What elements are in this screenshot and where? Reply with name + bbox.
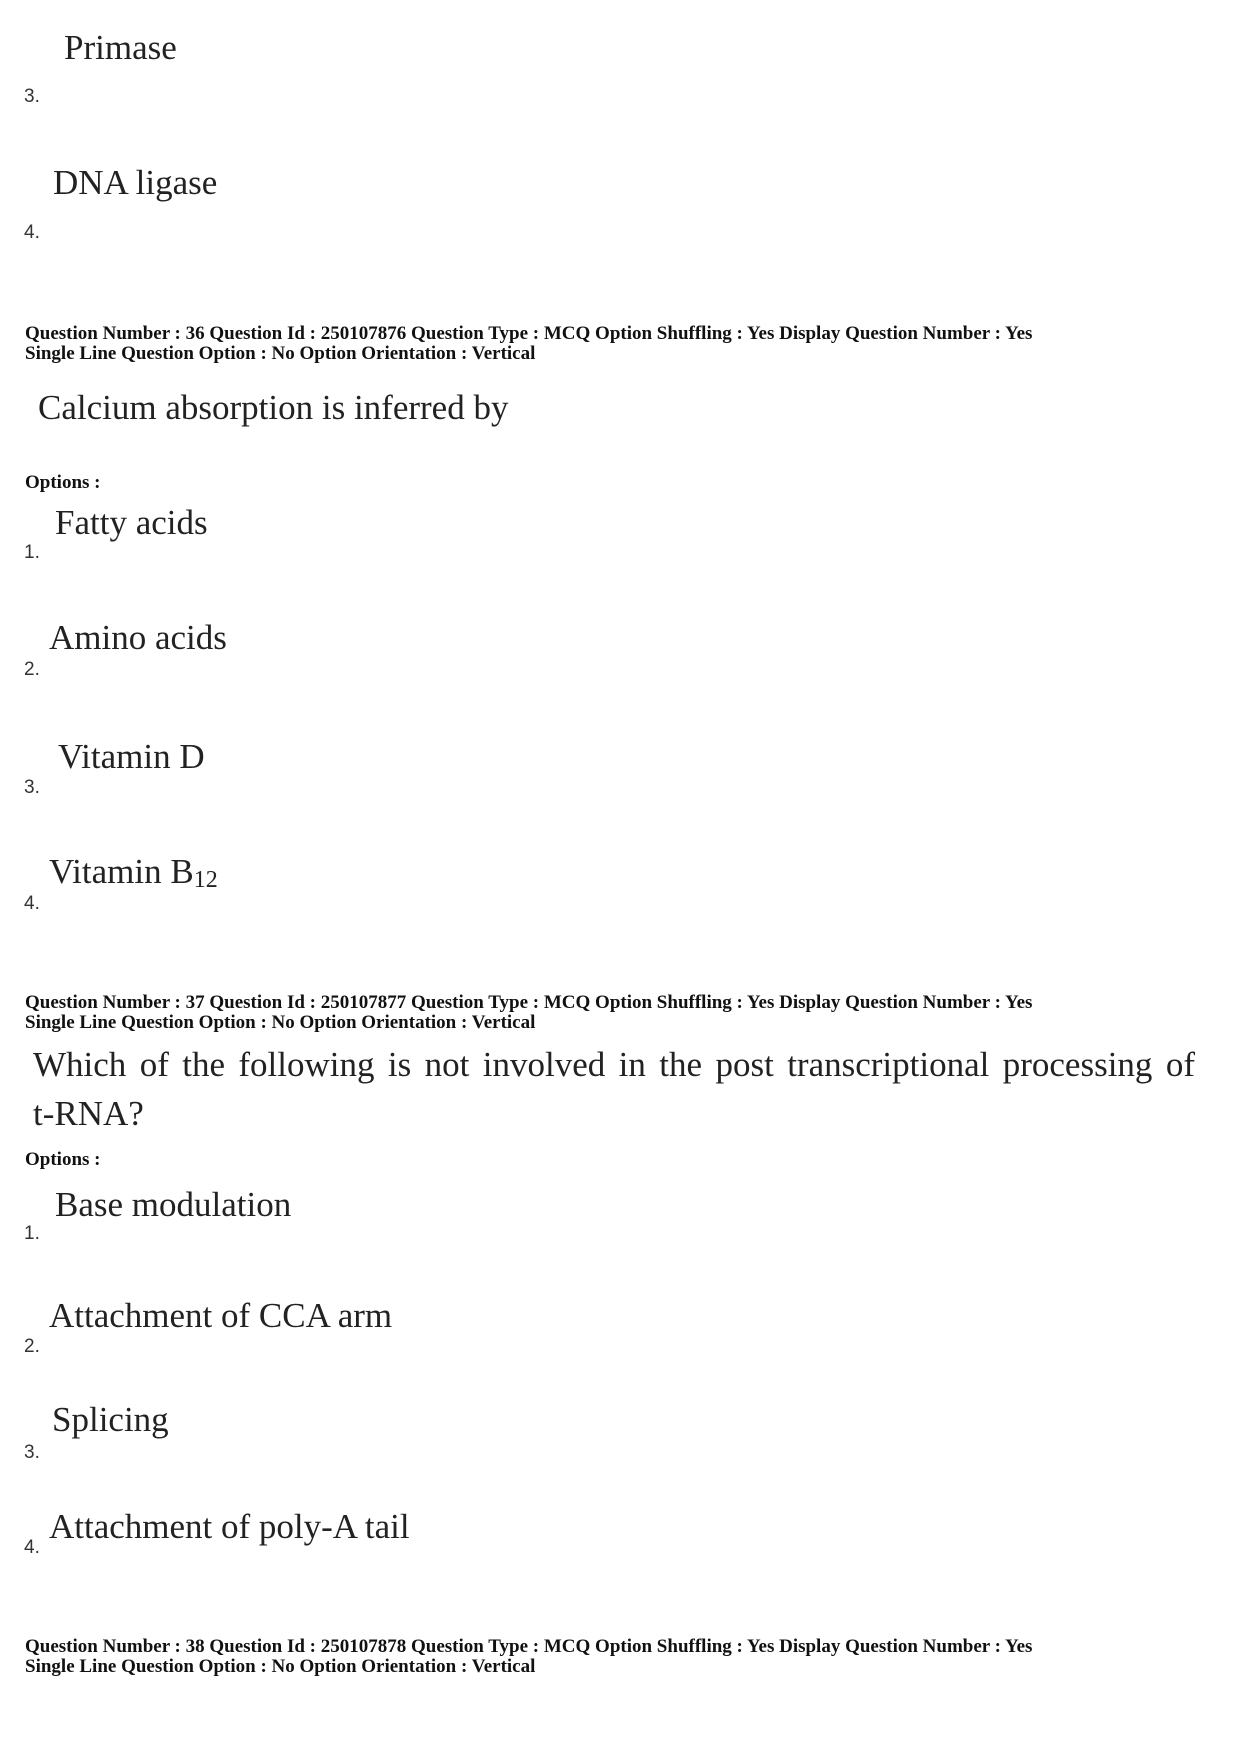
q36-meta-line-2: Single Line Question Option : No Option Orientation : Vertical [25,343,536,364]
q36-option-1-number: 1. [24,542,40,563]
q37-option-3-text: Splicing [52,1400,169,1439]
q37-option-4-number: 4. [24,1537,40,1558]
prev-option-4-text: DNA ligase [53,163,218,202]
q37-option-1-number: 1. [24,1223,40,1244]
q36-option-3-text: Vitamin D [58,737,205,776]
prev-option-4-number: 4. [24,222,40,243]
prev-option-3-text: Primase [64,28,177,67]
q36-option-2-text: Amino acids [49,618,227,657]
q37-option-4-text: Attachment of poly-A tail [49,1507,410,1546]
q37-option-1-text: Base modulation [55,1185,292,1224]
q36-options-label: Options : [25,472,101,493]
q37-meta-line-1: Question Number : 37 Question Id : 250107877 Question Type : MCQ Option Shuffling : Yes Display Question Number : Yes [25,992,1033,1013]
q37-option-3-number: 3. [24,1442,40,1463]
prev-option-3-number: 3. [24,86,40,107]
q36-option-4-subscript: 12 [193,867,218,893]
q37-option-2-number: 2. [24,1336,40,1357]
q37-meta-line-2: Single Line Question Option : No Option Orientation : Vertical [25,1012,536,1033]
q38-meta-line-2: Single Line Question Option : No Option Orientation : Vertical [25,1656,536,1677]
q37-question-line-1: Which of the following is not involved in the post transcriptional processing of [33,1045,1195,1084]
q36-option-4-number: 4. [24,893,40,914]
q37-question-line-2: t-RNA? [33,1094,144,1133]
q36-option-2-number: 2. [24,659,40,680]
q38-meta-line-1: Question Number : 38 Question Id : 250107878 Question Type : MCQ Option Shuffling : Yes Display Question Number : Yes [25,1636,1033,1657]
q36-meta-line-1: Question Number : 36 Question Id : 250107876 Question Type : MCQ Option Shuffling : Yes Display Question Number : Yes [25,323,1033,344]
q36-question-text: Calcium absorption is inferred by [38,388,509,427]
q36-option-1-text: Fatty acids [55,503,208,542]
q37-options-label: Options : [25,1149,101,1170]
q36-option-4-text: Vitamin $B_{12}$ [49,852,218,893]
q36-option-3-number: 3. [24,777,40,798]
q37-option-2-text: Attachment of CCA arm [49,1296,393,1335]
